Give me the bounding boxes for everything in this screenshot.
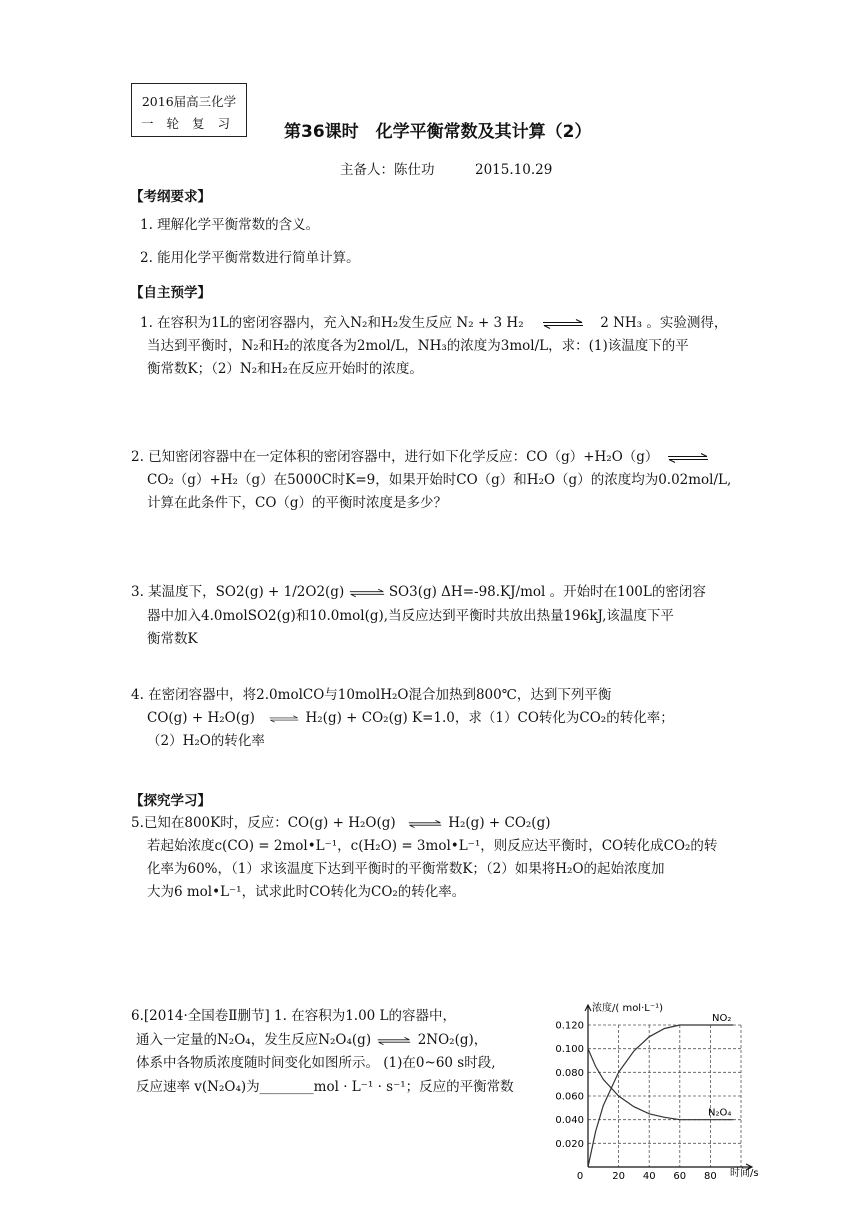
question-2-line: CO₂（g）+H₂（g）在5000C时K=9，如果开始时CO（g）和H₂O（g）的浓度均为0.02mol/L, [147,472,732,488]
page-title: 第36课时 化学平衡常数及其计算（2） [284,122,592,142]
x-tick-label: 60 [673,1171,687,1182]
question-5-line: 化率为60%，（1）求该温度下达到平衡时的平衡常数K；（2）如果将H₂O的起始浓度加 [147,861,665,877]
chart-grid [588,1025,741,1167]
question-3-line: 衡常数K [147,631,198,647]
y-tick-label: 0.060 [555,1091,584,1103]
question-4-text-b: H₂(g) + CO₂(g) K=1.0，求（1）CO转化为CO₂的转化率； [305,710,674,726]
question-3-line [131,580,706,600]
outline-item: 1. 理解化学平衡常数的含义。 [140,217,320,233]
chart-ticks [555,1021,716,1183]
question-1-text-a: 1. 在容积为1L的密闭容器内，充入N₂和H₂发生反应 N₂ + 3 H₂ [140,315,524,331]
question-2-line [131,445,709,465]
question-2-text: 2. 已知密闭容器中在一定体积的密闭容器中，进行如下化学反应：CO（g）+H₂O（g） [131,449,659,465]
question-3-text-a: 3. 某温度下，SO2(g) + 1/2O2(g) [131,584,345,600]
question-4-text-a: CO(g) + H₂O(g) [147,710,255,726]
question-4-line: 4. 在密闭容器中，将2.0molCO与10molH₂O混合加热到800℃，达到下列平衡 [131,687,612,703]
course-label-line2: 一轮复习 [140,116,243,131]
question-6-text-b: 2NO₂(g)， [417,1032,488,1048]
equilibrium-arrow-icon [542,319,584,329]
course-label-box [131,83,247,137]
x-tick-label: 20 [612,1171,625,1182]
equilibrium-arrow-icon [269,714,299,724]
y-tick-label: 0.120 [555,1020,584,1032]
course-label-line1: 2016届高三化学 [141,94,237,109]
x-tick-label: 0 [576,1171,584,1182]
outline-item: 2. 能用化学平衡常数进行简单计算。 [140,250,360,266]
question-6-line [136,1028,487,1048]
y-tick-label: 0.040 [555,1115,584,1127]
equilibrium-arrow-icon [408,819,442,829]
question-6-line: 体系中各物质浓度随时间变化如图所示。 (1)在0~60 s时段, [136,1055,496,1071]
y-tick-label: 0.100 [555,1044,584,1056]
question-1-line [140,311,727,331]
question-6-text-a: 通入一定量的N₂O₄，发生反应N₂O₄(g) [136,1032,372,1048]
y-tick-label: 0.080 [555,1067,584,1079]
equilibrium-arrow-icon [349,588,385,598]
question-1-line: 衡常数K；（2）N₂和H₂在反应开始时的浓度。 [147,361,423,377]
section-preview-heading: 【自主预学】 [130,285,211,301]
question-3-line: 器中加入4.0molSO2(g)和10.0mol(g),当反应达到平衡时共放出热量196kJ,该温度下平 [147,608,674,624]
section-explore-heading: 【探究学习】 [130,793,211,809]
chart-y-axis-label: 浓度/( mol·L⁻¹) [592,1003,664,1014]
question-4-line: （2）H₂O的转化率 [147,733,265,749]
x-tick-label: 80 [704,1171,717,1182]
section-outline-heading: 【考纲要求】 [130,189,211,205]
concentration-time-chart [548,1000,788,1185]
question-6-line: 反应速率 v(N₂O₄)为________mol · L⁻¹ · s⁻¹；反应的平衡常数 [136,1079,514,1095]
question-1-line: 当达到平衡时，N₂和H₂的浓度各为2mol/L，NH₃的浓度为3mol/L，求：(1)该温度下的平 [147,338,689,354]
chart-lines [588,1013,733,1167]
question-5-line: 若起始浓度c(CO) = 2mol•L⁻¹，c(H₂O) = 3mol•L⁻¹，则反应达平衡时，CO转化成CO₂的转 [147,838,718,854]
equilibrium-arrow-icon [377,1036,411,1046]
question-5-text-a: 5.已知在800K时，反应：CO(g) + H₂O(g) [131,815,396,831]
question-5-line [131,811,550,831]
question-2-line: 计算在此条件下，CO（g）的平衡时浓度是多少？ [147,495,448,511]
question-5-text-b: H₂(g) + CO₂(g) [448,815,551,831]
equilibrium-arrow-icon [667,453,709,463]
question-4-line [147,706,674,726]
y-tick-label: 0.020 [555,1138,584,1150]
series-label: NO₂ [711,1013,732,1024]
author-date-line: 主备人：陈仕功 2015.10.29 [340,162,553,178]
question-3-text-b: SO3(g) ΔH=-98.KJ/mol 。开始时在100L的密闭容 [388,584,706,600]
series-label: N₂O₄ [707,1107,732,1119]
x-tick-label: 40 [642,1171,656,1182]
question-6-line: 6.[2014·全国卷Ⅱ删节] 1. 在容积为1.00 L的容器中， [131,1008,457,1024]
question-5-line: 大为6 mol•L⁻¹，试求此时CO转化为CO₂的转化率。 [147,884,466,900]
question-1-text-b: 2 NH₃ 。实验测得， [600,315,728,331]
chart-x-axis-label: 时间/s [730,1168,759,1179]
